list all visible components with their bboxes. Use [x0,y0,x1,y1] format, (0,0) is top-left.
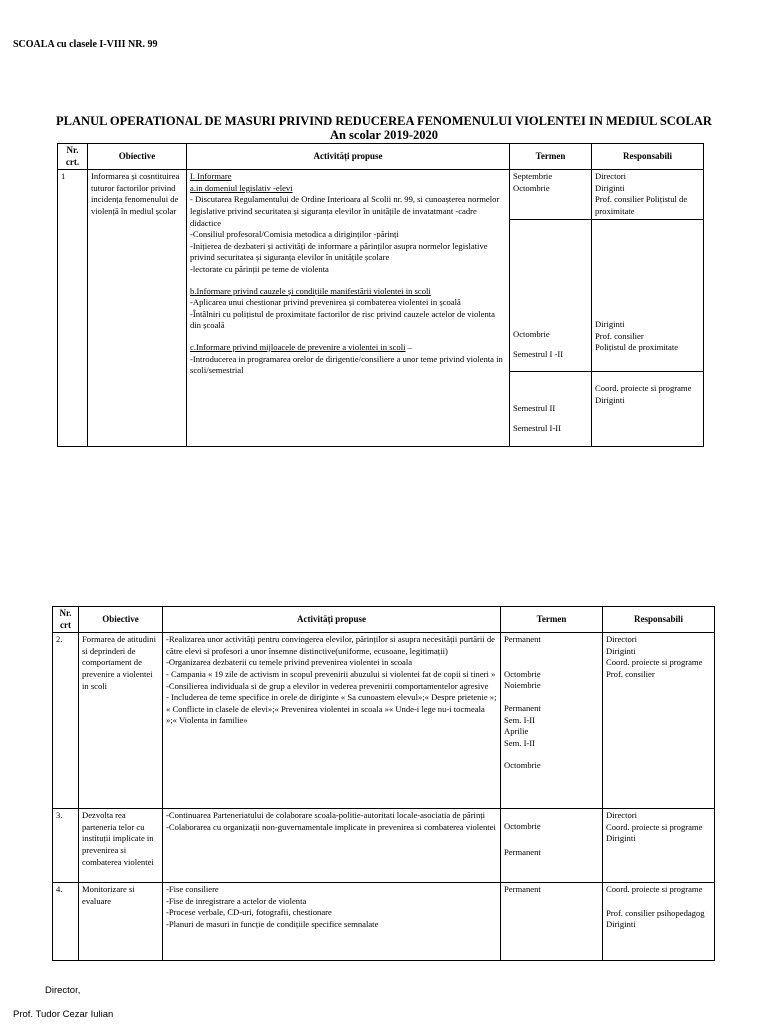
responsabil-item: Diriginti [595,319,625,330]
termen-item: Octombrie [513,182,550,193]
activitate-item: -Consilierea individuala si de grup a elevilor in vederea prevenirii comportamentelor agresive [166,680,489,691]
title-line-2: An scolar 2019-2020 [329,128,439,142]
termen-item: Septembrie [513,171,553,182]
section-a-line: - Discutarea Regulamentului de Ordine Interioara al Scolii nr. 99, si cunoașterea normelor legislative privind securitatea și siguranța elevilor în unitățile de invatatmant -cadre didactice [190,194,500,228]
termen-item: Sem. I-II [504,714,536,725]
section-c-line: -Introducerea in programarea orelor de dirigentie/consiliere a unor teme privind violenta in scoli/semestrial [190,353,503,376]
title-line-1: PLANUL OPERATIONAL DE MASURI PRIVIND REDUCEREA FENOMENULUI VIOLENTEI IN MEDIUL SCOLAR [56,114,712,128]
row-activitati [163,633,501,809]
measures-table-2 [52,606,715,961]
activitate-item: -Fise consiliere [166,884,219,895]
section-b-line: -Întâlniri cu polițistul de proximitate factorilor de risc privind cauzele actelor de violenta din școală [190,308,495,331]
row-responsabili [603,633,715,809]
responsabili-b [592,220,704,372]
header-activitati: Activități propuse [163,607,501,633]
signature-role: Director, [45,985,81,996]
responsabil-item: Prof. consilier [606,668,655,679]
termen-item: Permanent [504,846,541,857]
activitate-item: -Fise de inregistrare a actelor de violenta [166,895,307,906]
responsabil-item: Directori [606,634,638,645]
row-nr: 3. [53,809,79,883]
header-termen: Termen [501,607,603,633]
termen-item: Octombrie [504,821,541,832]
row-obiective: Formarea de atitudini si deprinderi de comportament de prevenire a violentei in scoli [79,633,163,809]
section-b-title: b.Informare privind cauzele și condițiile manifestării violentei in scoli [190,285,431,296]
signature-name: Prof. Tudor Cezar Iulian [13,1009,114,1020]
activitate-item: - Includerea de teme specifice in orele de diriginte « Sa cunoastem elevul»;« Despre prietenie »; « Conflicte in clasele de elevi»;« Prevenirea violentei in scoala »« Unde-i lege nu-i tocmeala »;« Violenta in familie» [166,692,497,726]
termen-item: Octombrie [504,668,541,679]
section-c-title: c.Informare privind mijloacele de prevenire a violentei in scoli [190,341,406,352]
responsabil-item: Polițistul de proximitate [595,342,679,353]
termen-a [510,170,592,220]
row-responsabili [603,883,715,961]
responsabil-item: Diriginti [606,645,636,656]
responsabil-item: Diriginti [606,919,636,930]
school-name: SCOALA cu clasele I-VIII NR. 99 [13,39,158,50]
activitate-item: - Campania « 19 zile de activism in scopul prevenirii abuzului si violentei fat de copii si tineri » [166,668,496,679]
termen-item: Noiembrie [504,680,541,691]
section-a-line: -Consiliul profesoral/Comisia metodica a diriginților -părinți [190,229,399,240]
responsabili-a [592,170,704,220]
responsabil-item: Diriginti [595,394,625,405]
termen-c [510,372,592,447]
termen-item: Permanent [504,634,541,645]
activitate-item: -Planuri de masuri in funcție de condițiile specifice semnalate [166,918,379,929]
responsabil-item: Prof. consilier psihopedagog [606,907,705,918]
row-obiective: Monitorizare si evaluare [79,883,163,961]
row-activitati [163,883,501,961]
termen-item: Aprilie [504,726,529,737]
activitate-item: -Continuarea Parteneriatului de colaborare scoala-politie-autoritati locale-asociatia de părinți [166,810,486,821]
row-nr: 1 [58,170,88,447]
row-termen [501,809,603,883]
section-b-line: -Aplicarea unui chestionar privind prevenirea și combaterea violentei in școală [190,297,461,308]
section-a-title: I. Informare [190,171,232,182]
responsabil-item: Coord. proiecte si programe [606,657,703,668]
row-obiective: Dezvolta rea parteneria telor cu instituții implicate in prevenirea si combaterea violentei [79,809,163,883]
section-c-title-suffix: – [405,341,412,352]
activitate-item: -Colaborarea cu organizații non-guvernamentale implicate in prevenirea si combaterea violentei [166,821,496,832]
section-a-line: -lectorate cu părinții pe teme de violenta [190,263,329,274]
termen-item: Octombrie [504,760,541,771]
header-activitati: Activități propuse [187,144,510,170]
section-a-subtitle: a.in domeniul legislativ -elevi [190,182,293,193]
row-termen [501,883,603,961]
responsabil-item: Directori [595,171,627,182]
row-activitati [187,170,510,447]
row-responsabili [603,809,715,883]
termen-item: Semestrul I -II [513,348,564,359]
section-a-line: -Inițierea de dezbateri și activități de informare a părinților asupra normelor legislative privind securitatea și siguranța elevilor în unitățile școlare [190,240,488,263]
responsabil-item: Prof. consilier [595,330,644,341]
header-responsabili: Responsabili [603,607,715,633]
responsabil-item: Directori [606,810,638,821]
responsabil-item: Coord. proiecte si programe [606,884,703,895]
responsabil-item: Coord. proiecte si programe [595,383,692,394]
header-nr: Nr. crt [53,607,79,633]
row-obiective: Informarea și cosntituirea tuturor factorilor privind incidența fenomenului de violență în mediul școlar [88,170,187,447]
document-title [0,114,768,142]
header-nr: Nr. crt. [58,144,88,170]
termen-item: Sem. I-II [504,737,536,748]
responsabil-item: Diriginti [595,182,625,193]
header-responsabili: Responsabili [592,144,704,170]
row-activitati [163,809,501,883]
activitate-item: -Realizarea unor activități pentru convingerea elevilor, părinților si asupra necesității purtării de către elevi si profesori a unor însemne distinctive(uniforme, ecusoane, legitimații) [166,634,495,656]
termen-b [510,220,592,372]
header-obiective: Obiective [79,607,163,633]
termen-item: Semestrul II [513,403,556,414]
responsabil-item: Diriginti [606,833,636,844]
header-termen: Termen [510,144,592,170]
termen-item: Semestrul I-II [513,422,561,433]
header-obiective: Obiective [88,144,187,170]
activitate-item: -Organizarea dezbaterii cu temele privind prevenirea violentei in scoala [166,657,413,668]
termen-item: Permanent [504,702,541,713]
termen-item: Permanent [504,884,541,895]
responsabil-item: Prof. consilier Polițistul de proximitate [595,194,688,216]
activitate-item: -Procese verbale, CD-uri, fotografii, chestionare [166,907,332,918]
row-nr: 4. [53,883,79,961]
measures-table-1 [57,143,704,447]
row-nr: 2. [53,633,79,809]
termen-item: Octombrie [513,329,550,340]
row-termen [501,633,603,809]
responsabili-c [592,372,704,447]
responsabil-item: Coord. proiecte si programe [606,821,703,832]
